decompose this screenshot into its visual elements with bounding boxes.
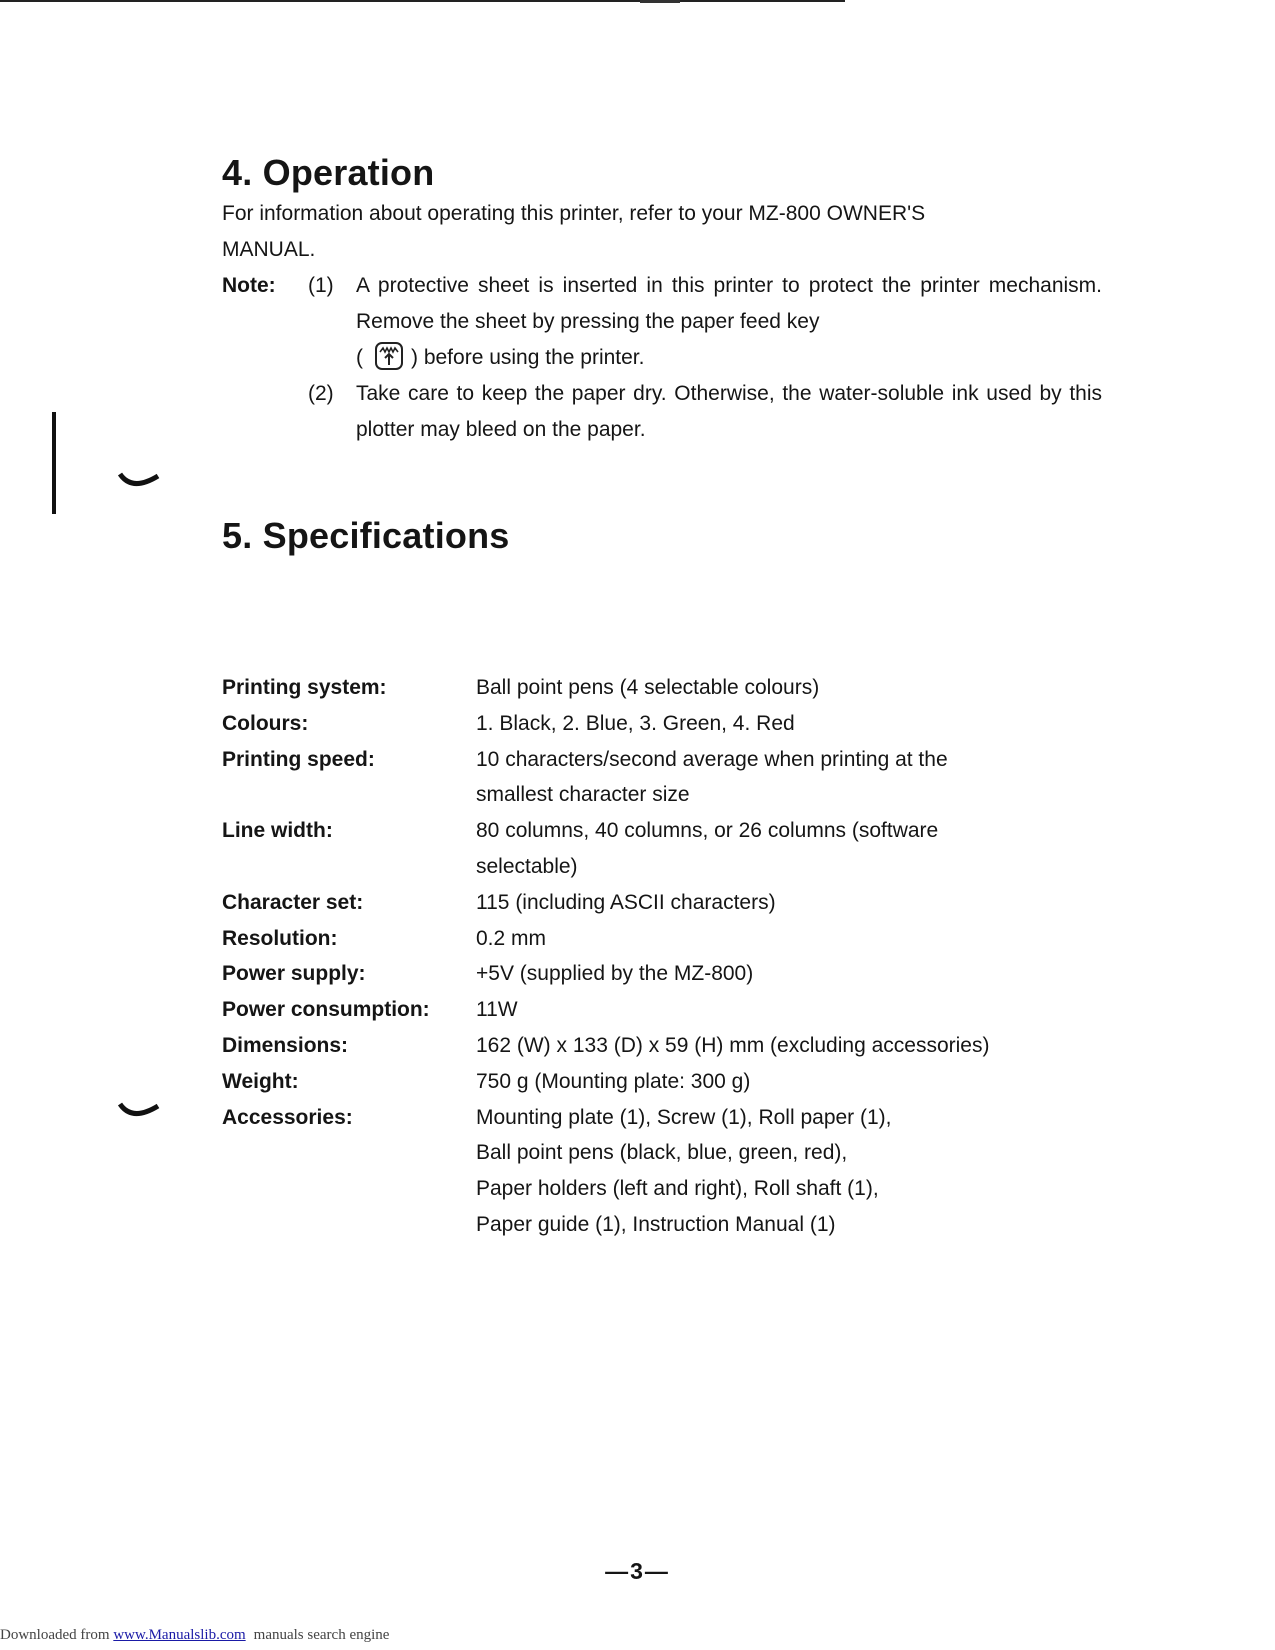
spec-row <box>222 956 1122 992</box>
spec-value <box>476 1064 1122 1100</box>
margin-mark <box>118 470 162 492</box>
spec-row <box>222 670 1122 706</box>
spec-value-line: 11W <box>476 998 518 1022</box>
operation-intro-line2: MANUAL. <box>222 238 316 261</box>
spec-value <box>476 956 1122 992</box>
spec-label: Colours: <box>222 711 309 735</box>
top-rule <box>0 0 845 2</box>
note-item <box>308 376 1102 448</box>
spec-value-line: smallest character size <box>476 783 690 807</box>
spec-value <box>476 813 1122 885</box>
spec-row <box>222 813 1122 885</box>
operation-section <box>222 152 1102 448</box>
spec-label: Resolution: <box>222 926 338 950</box>
paper-feed-key-icon <box>375 342 403 370</box>
spec-label: Weight: <box>222 1069 299 1093</box>
operation-heading: 4. Operation <box>222 152 435 193</box>
spec-label: Accessories: <box>222 1105 353 1129</box>
spec-value-line: Paper holders (left and right), Roll shaft (1), <box>476 1177 879 1201</box>
note-label: Note: <box>222 274 276 297</box>
spec-value <box>476 1100 1122 1243</box>
spec-value-line: 80 columns, 40 columns, or 26 columns (software <box>476 819 939 843</box>
spec-row <box>222 1100 1122 1243</box>
spec-value-line: Ball point pens (4 selectable colours) <box>476 676 820 699</box>
spec-value-line: 1. Black, 2. Blue, 3. Green, 4. Red <box>476 711 795 735</box>
manualslib-link[interactable]: www.Manualslib.com <box>113 1627 246 1643</box>
download-footer <box>0 1627 389 1644</box>
spec-row <box>222 992 1122 1028</box>
specifications-table <box>222 670 1122 1243</box>
spec-value-line: +5V (supplied by the MZ-800) <box>476 962 754 986</box>
operation-intro-line1: For information about operating this printer, refer to your MZ-800 OWNER'S <box>222 202 926 225</box>
note-paren: ( <box>356 346 363 369</box>
spec-value-line: Mounting plate (1), Screw (1), Roll paper (1), <box>476 1105 892 1129</box>
note-text: Take care to keep the paper dry. Otherwise, the water-soluble ink used by this plotter may bleed on the paper. <box>356 382 1102 441</box>
note-list <box>308 268 1102 448</box>
margin-mark <box>118 1100 162 1122</box>
spec-label: Line width: <box>222 819 333 843</box>
note-text-part: A protective sheet is inserted in this printer to protect the printer mechanism. Remove the sheet by pressing the paper feed key <box>356 274 1102 333</box>
spec-row <box>222 1064 1122 1100</box>
spec-value-line: Paper guide (1), Instruction Manual (1) <box>476 1212 836 1236</box>
spec-label: Power supply: <box>222 962 366 986</box>
specifications-heading: 5. Specifications <box>222 515 510 556</box>
note-number: (1) <box>308 274 334 297</box>
spec-label: Character set: <box>222 890 364 914</box>
spec-label: Printing system: <box>222 676 387 699</box>
spec-value <box>476 742 1122 814</box>
footer-prefix: Downloaded from <box>0 1627 110 1643</box>
note-text <box>356 268 1102 376</box>
specifications-section <box>222 515 1102 557</box>
spec-row <box>222 706 1122 742</box>
page-number: —3— <box>605 1558 670 1584</box>
binding-bar <box>52 412 56 514</box>
spec-value <box>476 885 1122 921</box>
spec-label: Power consumption: <box>222 998 430 1022</box>
note-item <box>308 268 1102 376</box>
spec-value <box>476 706 1122 742</box>
spec-value-line: 0.2 mm <box>476 926 547 950</box>
spec-value-line: Ball point pens (black, blue, green, red), <box>476 1141 848 1165</box>
spec-value-line: 10 characters/second average when printing at the <box>476 747 948 771</box>
spec-value-line: 750 g (Mounting plate: 300 g) <box>476 1069 751 1093</box>
note-block <box>222 268 1102 448</box>
spec-value <box>476 921 1122 957</box>
spec-row <box>222 742 1122 814</box>
spec-value <box>476 992 1122 1028</box>
spec-label: Dimensions: <box>222 1033 349 1057</box>
spec-row <box>222 885 1122 921</box>
top-rule-mark <box>640 0 680 3</box>
spec-value <box>476 1028 1122 1064</box>
spec-value-line: 115 (including ASCII characters) <box>476 890 776 914</box>
spec-value <box>476 670 1122 706</box>
spec-value-line: 162 (W) x 133 (D) x 59 (H) mm (excluding accessories) <box>476 1033 990 1057</box>
spec-value-line: selectable) <box>476 854 578 878</box>
note-number: (2) <box>308 382 334 405</box>
note-text-part: ) before using the printer. <box>411 346 645 369</box>
footer-suffix: manuals search engine <box>253 1627 390 1643</box>
spec-row <box>222 921 1122 957</box>
spec-row <box>222 1028 1122 1064</box>
spec-label: Printing speed: <box>222 747 375 771</box>
